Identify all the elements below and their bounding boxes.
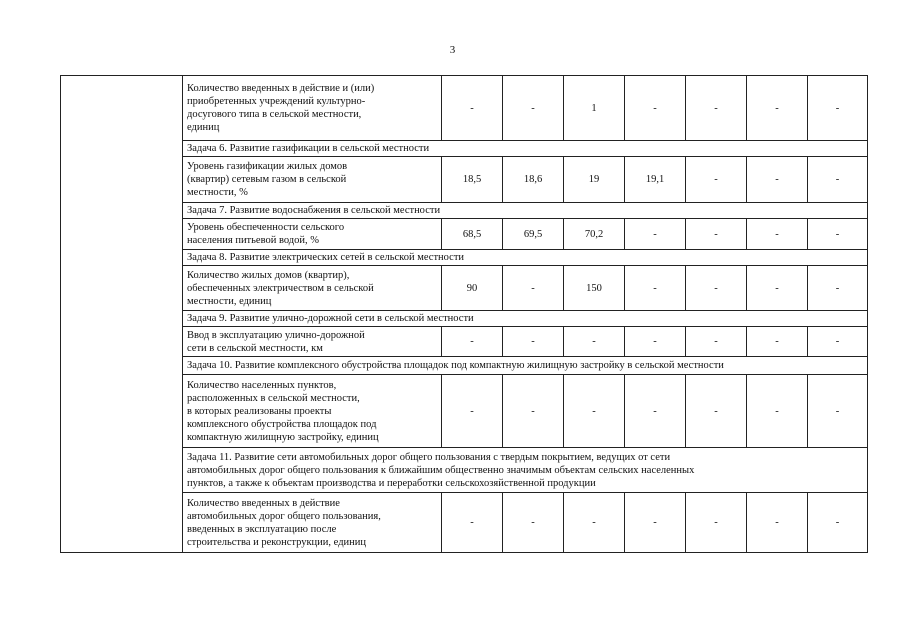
task-heading: Задача 8. Развитие электрических сетей в сельской местности bbox=[183, 250, 868, 266]
task-row bbox=[61, 250, 868, 266]
task-heading: Задача 10. Развитие комплексного обустройства площадок под компактную жилищную застройку в сельской местности bbox=[183, 357, 868, 375]
indicator-row bbox=[61, 493, 868, 553]
indicator-value: - bbox=[625, 266, 686, 311]
task-row bbox=[61, 448, 868, 493]
indicator-value: - bbox=[503, 76, 564, 141]
indicator-value: - bbox=[503, 327, 564, 357]
task-row bbox=[61, 311, 868, 327]
indicator-label: Уровень обеспеченности сельского населения питьевой водой, % bbox=[183, 219, 442, 250]
indicator-value: - bbox=[747, 76, 808, 141]
indicator-value: - bbox=[747, 219, 808, 250]
indicator-value: - bbox=[564, 493, 625, 553]
task-heading: Задача 9. Развитие улично-дорожной сети в сельской местности bbox=[183, 311, 868, 327]
indicator-value: - bbox=[808, 157, 868, 203]
indicator-value: 19 bbox=[564, 157, 625, 203]
indicator-value: - bbox=[564, 327, 625, 357]
indicator-row bbox=[61, 327, 868, 357]
indicator-value: - bbox=[442, 375, 503, 448]
indicator-value: - bbox=[442, 76, 503, 141]
indicator-value: 70,2 bbox=[564, 219, 625, 250]
indicator-label: Количество населенных пунктов, расположенных в сельской местности, в которых реализованы проекты комплексного обустройства площадок под компактную жилищную застройку, единиц bbox=[183, 375, 442, 448]
indicator-value: - bbox=[442, 327, 503, 357]
page-number: 3 bbox=[449, 44, 456, 56]
indicator-value: - bbox=[808, 327, 868, 357]
indicator-value: 68,5 bbox=[442, 219, 503, 250]
indicator-label: Количество введенных в действие и (или) приобретенных учреждений культурно- досугового типа в сельской местности, единиц bbox=[183, 76, 442, 141]
indicator-value: - bbox=[686, 375, 747, 448]
indicator-value: - bbox=[625, 375, 686, 448]
left-empty-column bbox=[61, 76, 183, 553]
indicator-row bbox=[61, 76, 868, 141]
indicator-value: - bbox=[503, 266, 564, 311]
task-row bbox=[61, 357, 868, 375]
indicator-value: - bbox=[686, 266, 747, 311]
indicator-value: 19,1 bbox=[625, 157, 686, 203]
indicator-value: 1 bbox=[564, 76, 625, 141]
table-body bbox=[61, 76, 868, 553]
indicator-label: Уровень газификации жилых домов (квартир) сетевым газом в сельской местности, % bbox=[183, 157, 442, 203]
indicator-value: - bbox=[686, 327, 747, 357]
indicator-value: 150 bbox=[564, 266, 625, 311]
indicator-row bbox=[61, 219, 868, 250]
indicator-value: - bbox=[747, 157, 808, 203]
indicator-value: - bbox=[564, 375, 625, 448]
indicator-label: Количество жилых домов (квартир), обеспеченных электричеством в сельской местности, единиц bbox=[183, 266, 442, 311]
indicator-value: 18,6 bbox=[503, 157, 564, 203]
indicator-value: - bbox=[747, 327, 808, 357]
indicator-value: - bbox=[625, 76, 686, 141]
indicator-value: 69,5 bbox=[503, 219, 564, 250]
indicator-value: - bbox=[808, 266, 868, 311]
indicator-label: Количество введенных в действие автомобильных дорог общего пользования, введенных в эксплуатацию после строительства и реконструкции, единиц bbox=[183, 493, 442, 553]
indicator-value: - bbox=[808, 375, 868, 448]
indicator-row bbox=[61, 266, 868, 311]
task-heading: Задача 11. Развитие сети автомобильных дорог общего пользования с твердым покрытием, ведущих от сети автомобильных дорог общего пользования к ближайшим общественно значимым объектам сельских населенных пунктов, а также к объектам производства и переработки сельскохозяйственной продукции bbox=[183, 448, 868, 493]
indicator-value: - bbox=[686, 76, 747, 141]
task-heading: Задача 7. Развитие водоснабжения в сельской местности bbox=[183, 203, 868, 219]
indicators-table bbox=[60, 75, 868, 553]
indicator-value: - bbox=[747, 375, 808, 448]
indicator-value: - bbox=[503, 375, 564, 448]
indicator-value: - bbox=[625, 327, 686, 357]
indicator-value: - bbox=[625, 219, 686, 250]
indicator-value: - bbox=[686, 219, 747, 250]
indicator-value: - bbox=[625, 493, 686, 553]
indicator-value: - bbox=[686, 157, 747, 203]
indicator-value: - bbox=[503, 493, 564, 553]
indicator-value: - bbox=[808, 76, 868, 141]
indicator-value: - bbox=[442, 493, 503, 553]
indicator-label: Ввод в эксплуатацию улично-дорожной сети в сельской местности, км bbox=[183, 327, 442, 357]
indicator-row bbox=[61, 157, 868, 203]
task-row bbox=[61, 203, 868, 219]
indicator-value: - bbox=[747, 493, 808, 553]
indicator-value: 90 bbox=[442, 266, 503, 311]
task-heading: Задача 6. Развитие газификации в сельской местности bbox=[183, 141, 868, 157]
indicator-value: - bbox=[808, 219, 868, 250]
indicator-value: - bbox=[686, 493, 747, 553]
indicator-value: - bbox=[747, 266, 808, 311]
indicator-value: - bbox=[808, 493, 868, 553]
indicator-row bbox=[61, 375, 868, 448]
task-row bbox=[61, 141, 868, 157]
indicator-value: 18,5 bbox=[442, 157, 503, 203]
